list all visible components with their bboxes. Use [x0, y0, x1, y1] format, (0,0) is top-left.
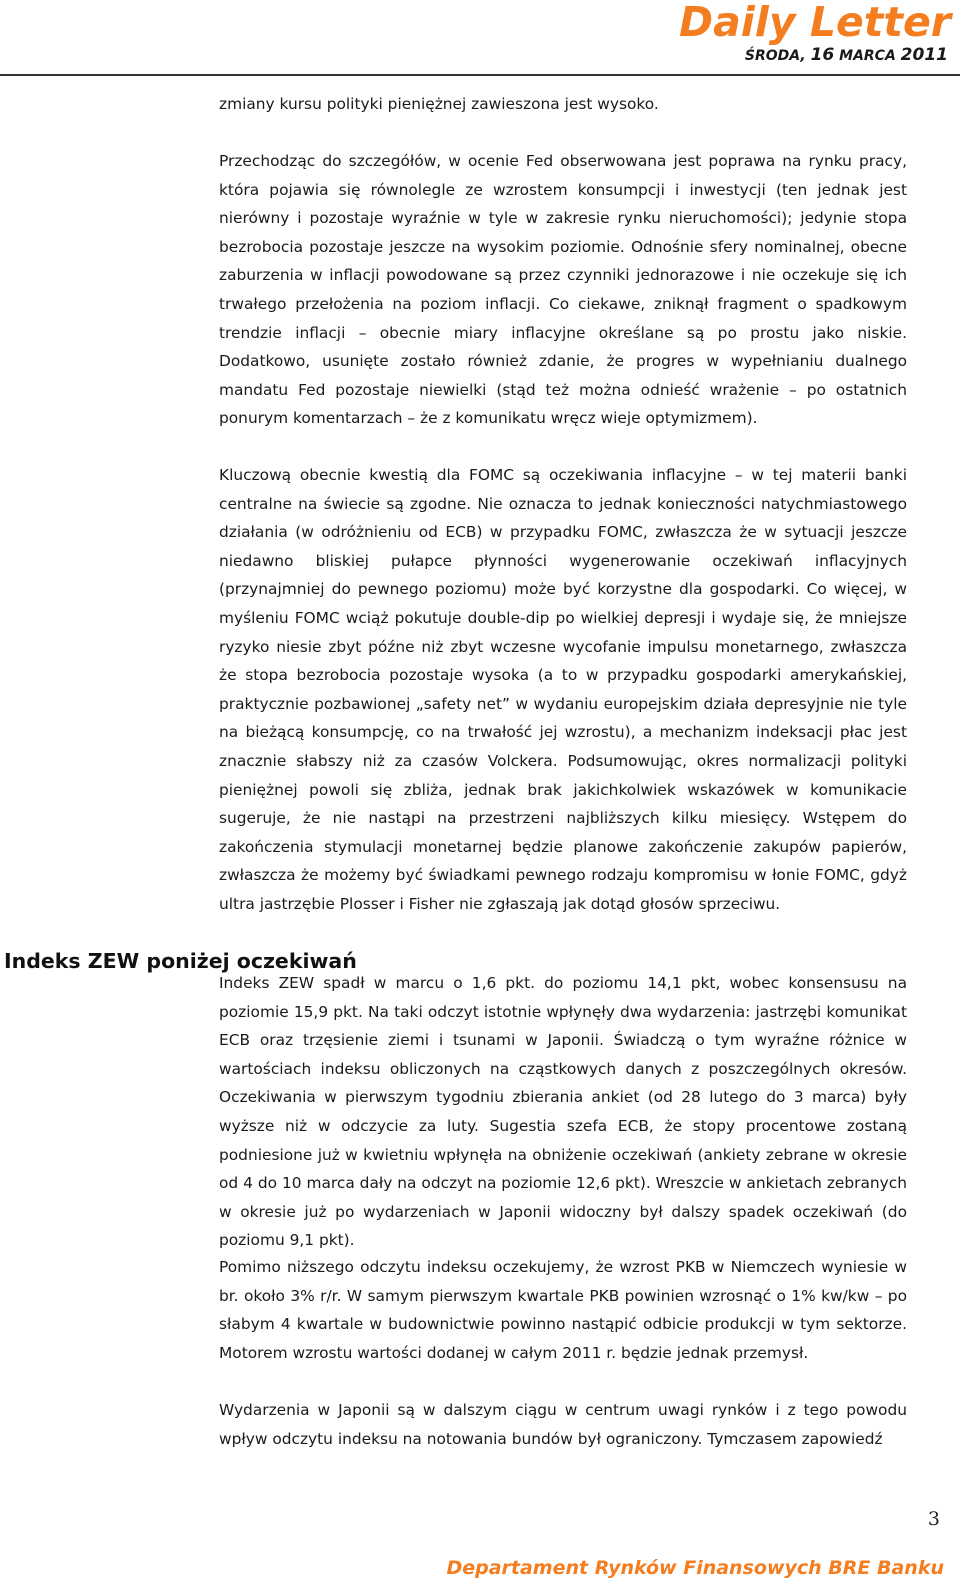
paragraph-zew-index: Indeks ZEW spadł w marcu o 1,6 pkt. do poziomu 14,1 pkt, wobec konsensusu na poziomie 15,9 pkt. Na taki odczyt istotnie wpłynęły dwa wydarzenia: jastrzębi komunikat ECB oraz trzęsienie ziemi i tsunami w Japonii. Świadczą o tym wyraźne różnice w wartościach indeksu obliczonych na cząstkowych danych z poszczególnych okresów. Oczekiwania w pierwszym tygodniu zbierania ankiet (od 28 lutego do 3 marca) były wyższe niż w odczycie za luty. Sugestia szefa ECB, że stopy procentowe zostaną podniesione już w kwietniu wpłynęła na obniżenie oczekiwań (ankiety zebrane w okresie od 4 do 10 marca dały na odczyt na poziomie 12,6 pkt). Wreszcie w ankietach zebranych w okresie już po wydarzeniach w Japonii widoczny był dalszy spadek oczekiwań (do poziomu 9,1 pkt). — [219, 974, 907, 1250]
paragraph-fomc-inflation: Kluczową obecnie kwestią dla FOMC są oczekiwania inflacyjne – w tej materii banki centralne na świecie są zgodne. Nie oznacza to jednak konieczności natychmiastowego działania (w odróżnieniu od ECB) w przypadku FOMC, zwłaszcza że w sytuacji jeszcze niedawno bliskiej pułapce płynności wygenerowanie oczekiwań inflacyjnych (przynajmniej do pewnego poziomu) może być korzystne dla gospodarki. Co więcej, w myśleniu FOMC wciąż pokutuje double-dip po wielkiej depresji i wydaje się, że mniejsze ryzyko niesie zbyt późne niż zbyt wczesne wycofanie impulsu monetarnego, zwłaszcza że stopa bezrobocia pozostaje wysoka (a to w przypadku gospodarki amerykańskiej, praktycznie pozbawionej „safety net” w wydaniu europejskim działa depresyjnie nie tyle na bieżącą konsumpcję, co na trwałość jej wzrostu), a mechanizm indeksacji płac jest znacznie słabszy niż za czasów Volckera. Podsumowując, okres normalizacji polityki pieniężnej powoli się zbliża, jednak brak jakichkolwiek wskazówek w komunikacie sugeruje, że nie nastąpi na przestrzeni najbliższych kilku miesięcy. Wstępem do zakończenia stymulacji monetarnej będzie planowe zakończenie zakupów papierów, zwłaszcza że możemy być świadkami pewnego rodzaju kompromisu w łonie FOMC, gdyż ultra jastrzębie Plosser i Fisher nie zgłaszają jak dotąd głosów sprzeciwu. — [219, 466, 907, 913]
date-month: MARCA — [834, 48, 901, 64]
header-divider — [0, 74, 960, 76]
date-day: 16 — [810, 45, 835, 65]
paragraph-gdp-forecast: Pomimo niższego odczytu indeksu oczekujemy, że wzrost PKB w Niemczech wyniesie w br. około 3% r/r. W samym pierwszym kwartale PKB powinien wzrosnąć o 1% kw/kw – po słabym 4 kwartale w budownictwie powinno nastąpić odbicie produkcji w tym sektorze. Motorem wzrostu wartości dodanej w całym 2011 r. będzie jednak przemysł. — [219, 1258, 907, 1362]
footer-department: Departament Rynków Finansowych BRE Banku — [446, 1557, 944, 1579]
daily-letter-logo: Daily Letter — [679, 0, 951, 46]
paragraph-japan-events: Wydarzenia w Japonii są w dalszym ciągu w centrum uwagi rynków i z tego powodu wpływ odczytu indeksu na notowania bundów był ograniczony. Tymczasem zapowiedź — [219, 1401, 907, 1448]
paragraph-continuation: zmiany kursu polityki pieniężnej zawieszona jest wysoko. — [219, 95, 659, 113]
date-weekday: ŚRODA, — [744, 48, 811, 64]
page-header — [0, 0, 960, 78]
section-heading-zew: Indeks ZEW poniżej oczekiwań — [4, 949, 357, 973]
date-year: 2011 — [900, 45, 948, 65]
paragraph-fed-details: Przechodząc do szczegółów, w ocenie Fed obserwowana jest poprawa na rynku pracy, która pojawia się równolegle ze wzrostem konsumpcji i inwestycji (ten jednak jest nierówny i pozostaje wyraźnie w tyle w zakresie rynku nieruchomości); jedynie stopa bezrobocia pozostaje jeszcze na wysokim poziomie. Odnośnie sfery nominalnej, obecne zaburzenia w inflacji powodowane są przez czynniki jednorazowe i nie oczekuje się ich trwałego przełożenia na poziom inflacji. Co ciekawe, zniknął fragment o spadkowym trendzie inflacji – obecnie miary inflacyjne określane są po prostu jako niskie. Dodatkowo, usunięte zostało również zdanie, że progres w wypełnianiu dualnego mandatu Fed pozostaje niewielki (stąd też można odnieść wrażenie – po ostatnich ponurym komentarzach – że z komunikatu wręcz wieje optymizmem). — [219, 152, 907, 428]
page-number: 3 — [927, 1508, 940, 1530]
issue-date — [745, 44, 948, 67]
